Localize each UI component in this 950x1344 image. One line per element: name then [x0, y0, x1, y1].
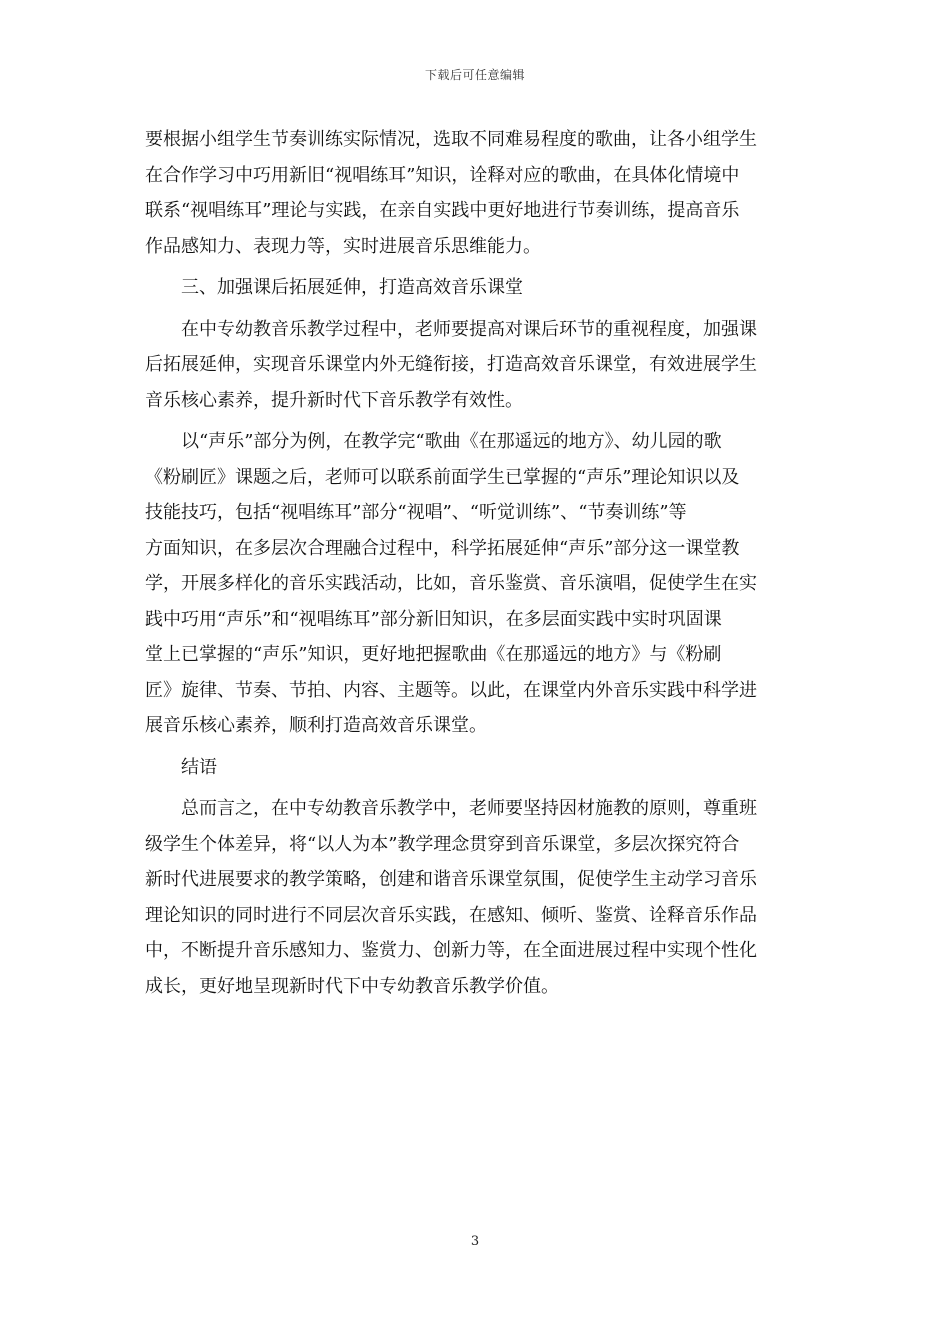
document-body [145, 122, 807, 1004]
text-line: 级学生个体差异，将“以人为本”教学理念贯穿到音乐课堂，多层次探究符合 [145, 833, 740, 855]
text-line: 匠》旋律、节奏、节拍、内容、主题等。以此，在课堂内外音乐实践中科学进 [145, 679, 757, 701]
text-line: 总而言之，在中专幼教音乐教学中，老师要坚持因材施教的原则，尊重班 [181, 798, 757, 819]
text-line: 在中专幼教音乐教学过程中，老师要提高对课后环节的重视程度，加强课 [181, 318, 757, 340]
text-line: 联系“视唱练耳”理论与实践，在亲自实践中更好地进行节奏训练，提高音乐 [145, 200, 740, 221]
paragraph-vocal-example [145, 424, 807, 744]
text-line: 后拓展延伸，实现音乐课堂内外无缝衔接，打造高效音乐课堂，有效进展学生 [145, 354, 757, 375]
text-line: 新时代进展要求的教学策略，创建和谐音乐课堂氛围，促使学生主动学习音乐 [145, 869, 757, 890]
text-line: 《粉刷匠》课题之后，老师可以联系前面学生已掌握的“声乐”理论知识以及 [145, 466, 740, 488]
section-heading-3: 三、加强课后拓展延伸，打造高效音乐课堂 [181, 277, 523, 298]
text-line: 要根据小组学生节奏训练实际情况，选取不同难易程度的歌曲，让各小组学生 [145, 129, 757, 150]
text-line: 方面知识，在多层次合理融合过程中，科学拓展延伸“声乐”部分这一课堂教 [145, 537, 740, 559]
page-header: 下载后可任意编辑 [424, 68, 525, 82]
text-line: 音乐核心素养，提升新时代下音乐教学有效性。 [145, 389, 523, 411]
text-line: 学，开展多样化的音乐实践活动，比如，音乐鉴赏、音乐演唱，促使学生在实 [145, 573, 757, 594]
paragraph-rhythm-training [145, 122, 807, 264]
text-line: 在合作学习中巧用新旧“视唱练耳”知识，诠释对应的歌曲，在具体化情境中 [145, 164, 740, 186]
section-heading-conclusion: 结语 [181, 756, 217, 778]
text-line: 理论知识的同时进行不同层次音乐实践，在感知、倾听、鉴赏、诠释音乐作品 [145, 904, 757, 926]
text-line: 以“声乐”部分为例，在教学完“歌曲《在那遥远的地方》、幼儿园的歌 [181, 431, 722, 452]
text-line: 展音乐核心素养，顺利打造高效音乐课堂。 [145, 715, 487, 736]
paragraph-conclusion [145, 791, 807, 1004]
text-line: 中，不断提升音乐感知力、鉴赏力、创新力等，在全面进展过程中实现个性化 [145, 940, 757, 961]
text-line: 作品感知力、表现力等，实时进展音乐思维能力。 [145, 235, 541, 257]
text-line: 技能技巧，包括“视唱练耳”部分“视唱”、“听觉训练”、“节奏训练”等 [145, 502, 687, 523]
text-line: 践中巧用“声乐”和“视唱练耳”部分新旧知识，在多层面实践中实时巩固课 [145, 608, 722, 630]
text-line: 成长，更好地呈现新时代下中专幼教音乐教学价值。 [145, 975, 559, 997]
paragraph-extension [145, 312, 807, 419]
text-line: 堂上已掌握的“声乐”知识，更好地把握歌曲《在那遥远的地方》与《粉刷 [145, 644, 722, 665]
page-number: 3 [470, 1234, 480, 1249]
